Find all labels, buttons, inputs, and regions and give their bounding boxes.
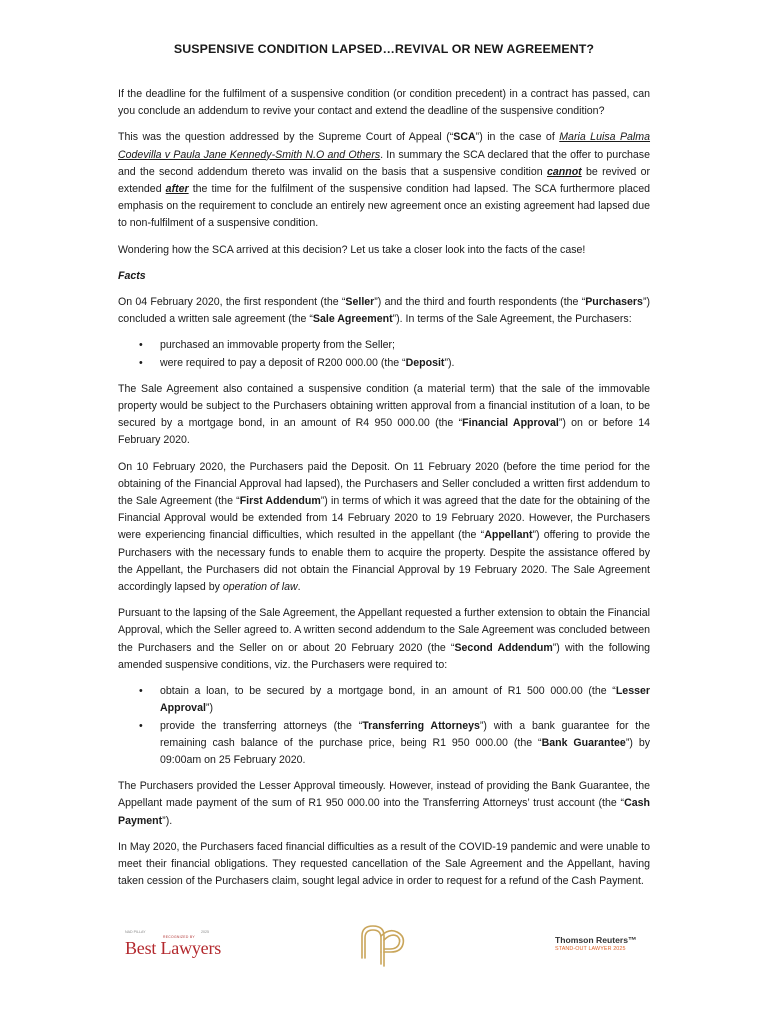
facts-paragraph-6: In May 2020, the Purchasers faced financial difficulties as a result of the COVID-19 pandemic and were unable to meet their financial obligations. They requested cancellation of the Sale Agreement and the Appellant, having taken cession of the Purchasers claim, sought legal advice in order to request for a refund of the Cash Payment. xyxy=(118,840,650,888)
term-financial-approval: Financial Approval xyxy=(462,417,559,430)
np-monogram-svg xyxy=(359,922,409,968)
thomson-reuters-tagline: STAND-OUT LAWYER 2025 xyxy=(555,946,626,952)
facts-paragraph-2: The Sale Agreement also contained a suspensive condition (a material term) that the sale of the immovable property would be subject to the Purchasers obtaining written approval from a financial institution of a loan, to be secured by a mortgage bond, in an amount of R4 950 000.00 (the “Financial Approval”) on or before 14 February 2020. xyxy=(118,382,650,447)
best-lawyers-logo xyxy=(121,930,222,962)
best-lawyers-name: Best Lawyers xyxy=(125,938,222,958)
facts-paragraph-5: The Purchasers provided the Lesser Approval timeously. However, instead of providing the Bank Guarantee, the Appellant made payment of the sum of R1 950 000.00 into the Transferring Attorneys’ trust account (the “Cash Payment”). xyxy=(118,780,650,827)
bullet: • xyxy=(139,339,143,352)
term-deposit: Deposit xyxy=(405,356,445,369)
term-operation-of-law: operation of law xyxy=(222,581,298,594)
term-transferring-attorneys: Transferring Attorneys xyxy=(362,719,480,732)
document-title: SUSPENSIVE CONDITION LAPSED…REVIVAL OR NEW AGREEMENT? xyxy=(173,42,595,56)
summary-paragraph: This was the question addressed by the Supreme Court of Appeal (“SCA”) in the case of Maria Luisa Palma Codevilla v Paula Jane Kennedy-Smith N.O and Others. In summary the SCA declared that the offer to purchase and the second addendum thereto was invalid on the basis that a suspensive condition cannot be revived or extended after the time for the fulfilment of the suspensive condition had lapsed. The SCA furthermore placed emphasis on the requirement to conclude an entirely new agreement once an existing agreement had lapsed due to non-fulfilment of a suspensive condition. xyxy=(118,131,651,230)
case-citation: Maria Luisa Palma Codevilla v Paula Jane Kennedy-Smith N.O and Others xyxy=(118,131,651,161)
intro-paragraph: If the deadline for the fulfilment of a suspensive condition (or condition precedent) in a contract has passed, can you conclude an addendum to revive your contact and extend the deadline of the suspensive condition? xyxy=(118,88,650,118)
list-item: • obtain a loan, to be secured by a mortgage bond, in an amount of R1 500 000.00 (the “Lesser Approval”) xyxy=(139,685,650,715)
thomson-reuters-logo xyxy=(555,935,655,952)
list-item: • provide the transferring attorneys (the “Transferring Attorneys”) with a bank guarantee for the remaining cash balance of the purchase price, being R1 950 000.00 (the “Bank Guarantee”) by 09:00am on 25 February 2020. xyxy=(139,719,651,766)
term-lesser-approval: Lesser Approval xyxy=(160,685,650,715)
list-item: • were required to pay a deposit of R200 000.00 (the “Deposit”). xyxy=(118,355,650,372)
page-footer xyxy=(0,920,768,970)
purchaser-obligations-list xyxy=(118,337,650,371)
bullet: • xyxy=(139,685,143,698)
list-item: • purchased an immovable property from the Seller; xyxy=(118,337,650,354)
term-purchasers: Purchasers xyxy=(585,296,643,309)
document-body xyxy=(118,86,650,899)
bullet: • xyxy=(139,356,143,369)
term-sale-agreement: Sale Agreement xyxy=(312,313,393,326)
bullet: • xyxy=(139,719,143,732)
best-lawyers-year: 2025 xyxy=(201,930,209,934)
term-appellant: Appellant xyxy=(484,529,533,542)
facts-heading: Facts xyxy=(118,269,146,282)
term-seller: Seller xyxy=(345,296,375,309)
best-lawyers-recognized: RECOGNIZED BY xyxy=(163,935,195,939)
emphasis-cannot: cannot xyxy=(546,165,582,178)
term-cash-payment: Cash Payment xyxy=(118,797,650,827)
facts-paragraph-3: On 10 February 2020, the Purchasers paid the Deposit. On 11 February 2020 (before the time period for the obtaining of the Financial Approval had lapsed), the Purchasers and Seller concluded a written first addendum to the Sale Agreement (the “First Addendum”) in terms of which it was agreed that the date for the obtaining of the Financial Approval would be extended from 14 February 2020 to 19 February 2020. However, the Purchasers were experiencing financial difficulties, which resulted in the appellant (the “Appellant”) offering to provide the Purchasers with the necessary funds to enable them to acquire the property. Despite the assistance offered by the Appellant, the Purchasers did not obtain the Financial Approval by 19 February 2020. The Sale Agreement accordingly lapsed by operation of law. xyxy=(118,460,650,594)
np-monogram-icon xyxy=(359,922,409,968)
term-bank-guarantee: Bank Guarantee xyxy=(541,736,626,749)
term-first-addendum: First Addendum xyxy=(239,495,321,508)
term-second-addendum: Second Addendum xyxy=(454,641,553,654)
emphasis-after: after xyxy=(165,183,189,196)
question-paragraph: Wondering how the SCA arrived at this decision? Let us take a closer look into the facts of the case! xyxy=(118,243,586,256)
amended-conditions-list xyxy=(118,683,650,769)
facts-paragraph-1: On 04 February 2020, the first respondent (the “Seller”) and the third and fourth respondents (the “Purchasers”) concluded a written sale agreement (the “Sale Agreement”). In terms of the Sale Agreement, the Purchasers: xyxy=(118,296,650,326)
thomson-reuters-name: Thomson Reuters™ xyxy=(555,935,637,945)
sca-term: SCA xyxy=(453,131,476,144)
facts-paragraph-4: Pursuant to the lapsing of the Sale Agreement, the Appellant requested a further extension to obtain the Financial Approval, which the Seller agreed to. A written second addendum to the Sale Agreement was concluded between the Purchasers and the Seller on or about 20 February 2020 (the “Second Addendum”) with the following amended suspensive conditions, viz. the Purchasers were required to: xyxy=(118,607,650,671)
best-lawyers-honoree: NAD PILLAY xyxy=(125,930,146,934)
